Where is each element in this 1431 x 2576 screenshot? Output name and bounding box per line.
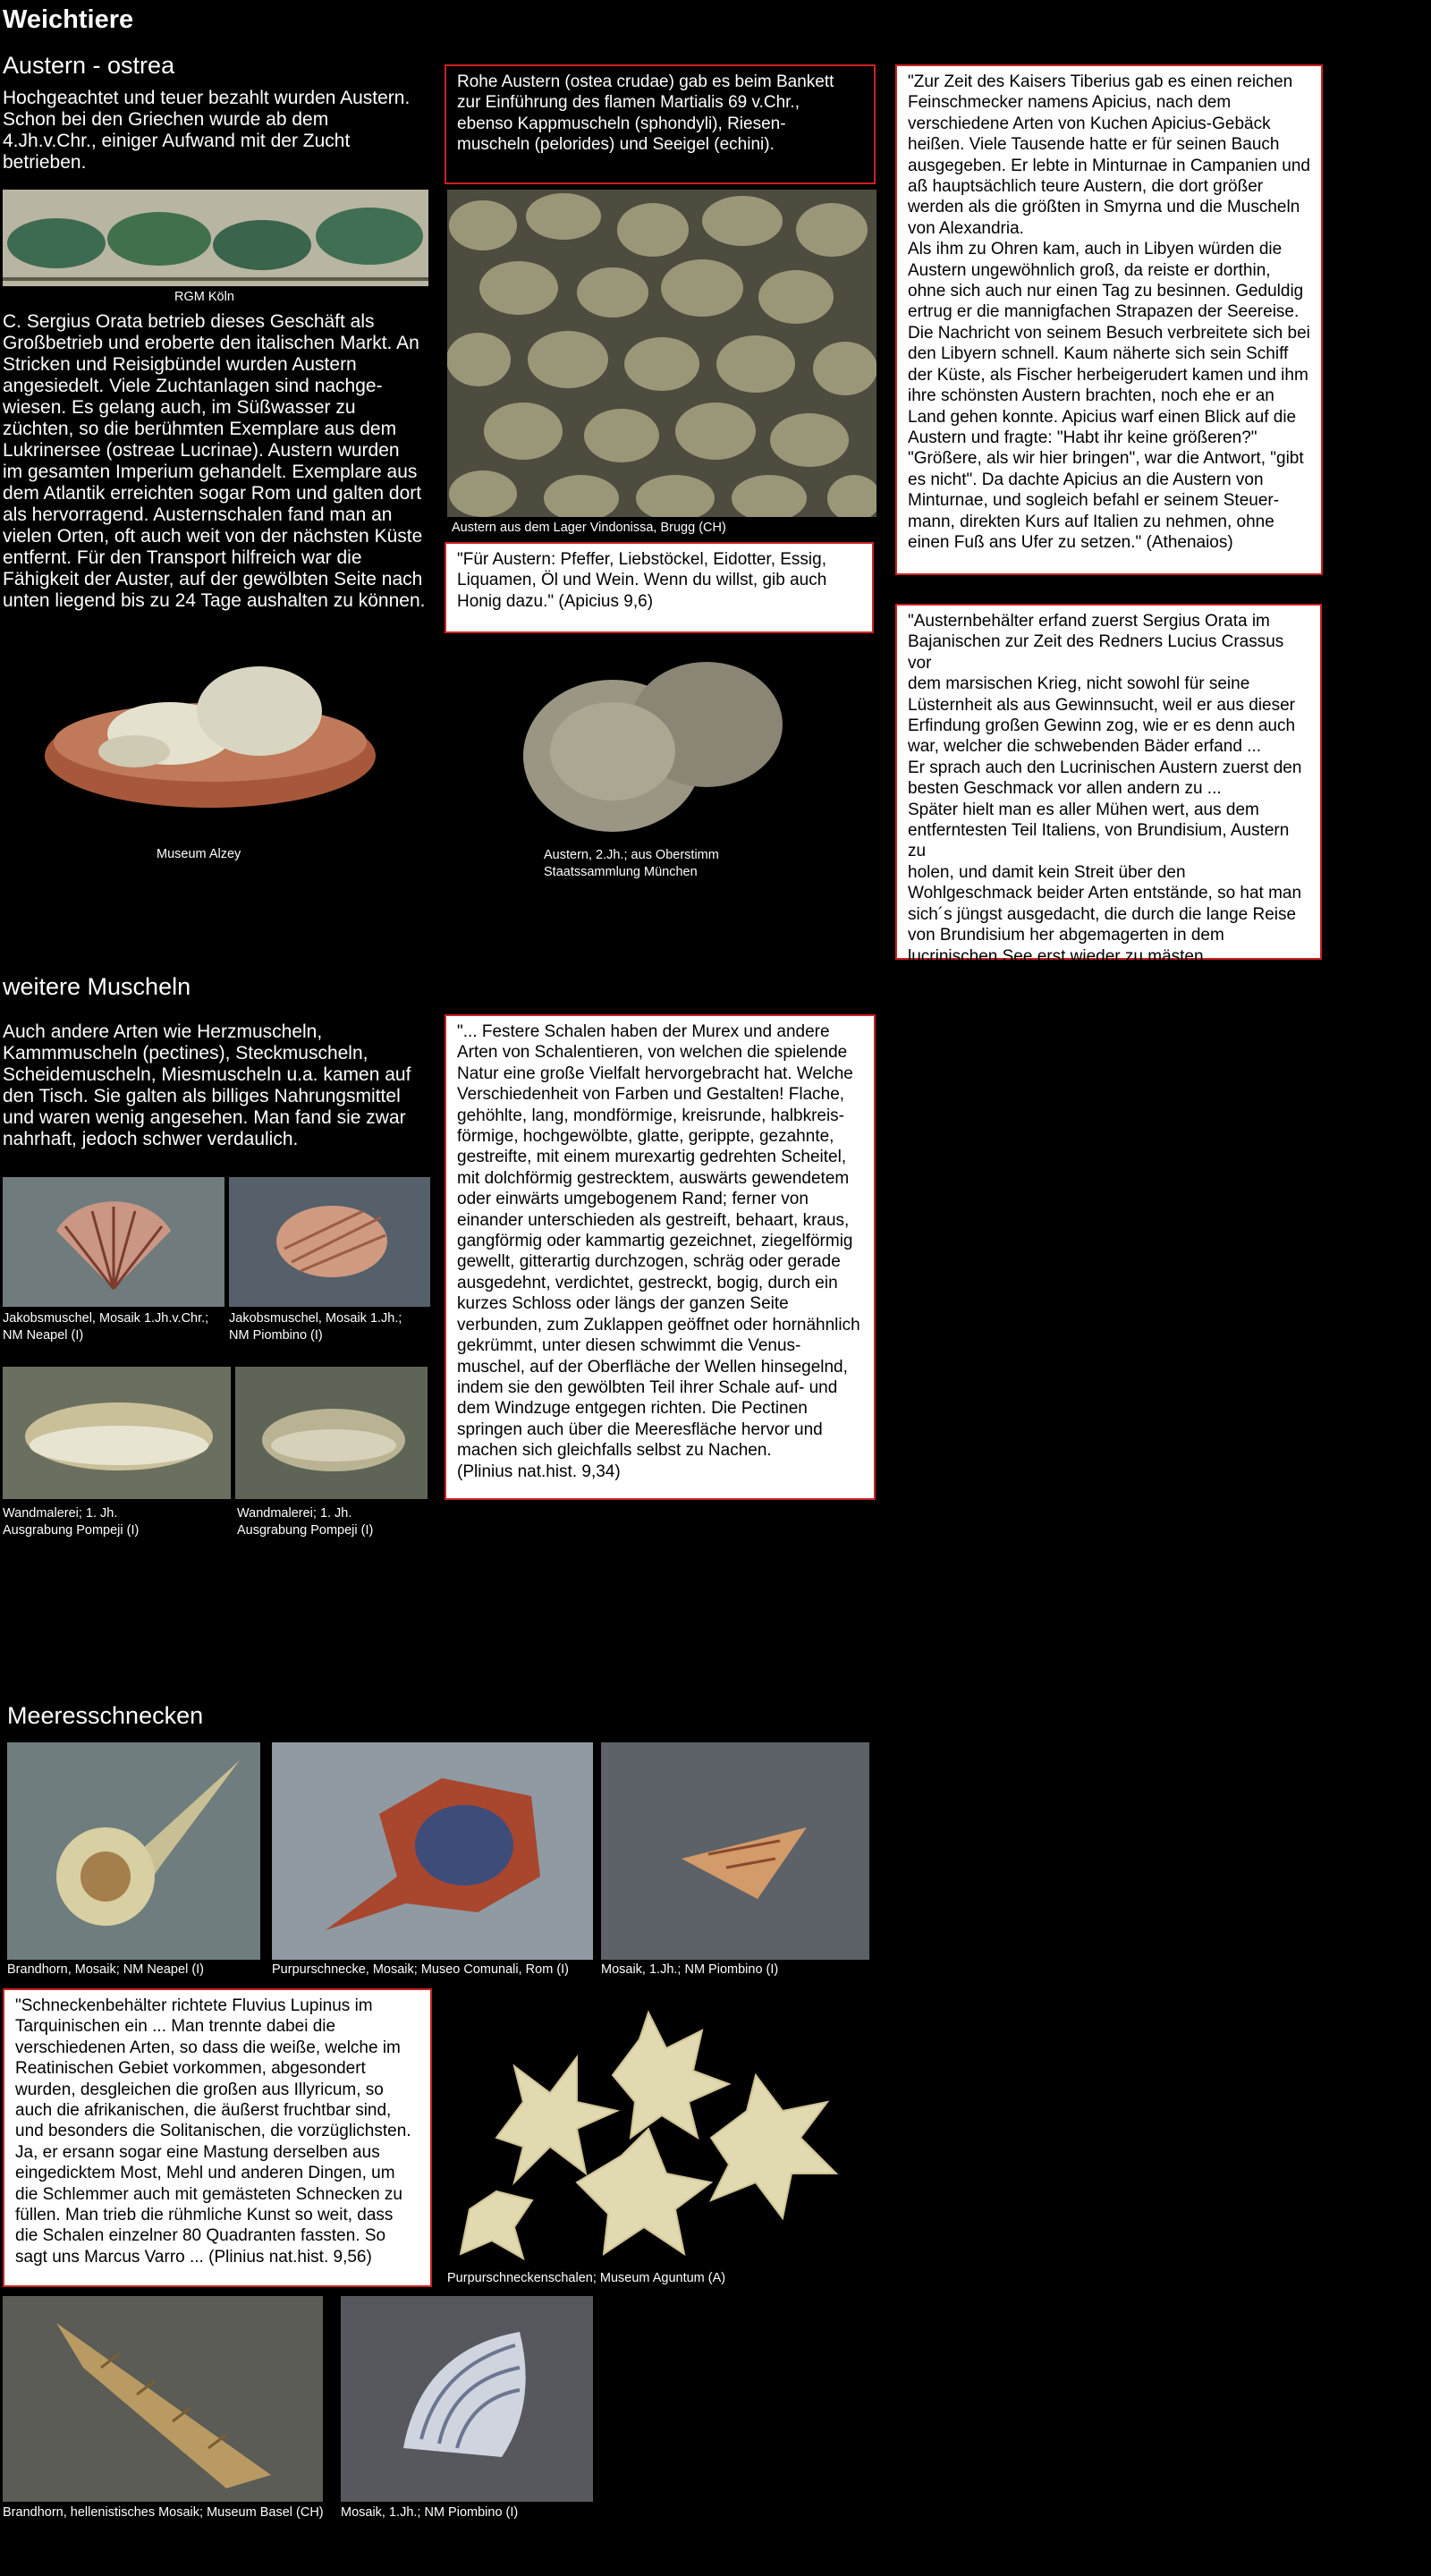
page-title: Weichtiere bbox=[3, 5, 134, 34]
quote-plinius-schnecken: "Schneckenbehälter richtete Fluvius Lupinus im Tarquinischen ein ... Man trennte dabei die verschiedenen Arten, so dass die weiße, welche im Reatinischen Gebiet vorkommen, abgesondert wurden, desgleichen die großen aus Illyricum, so auch die afrikanischen, die äußerst fruchtbar sind, und besonders die Solitanischen, die vorzüglichsten. Ja, er ersann sogar eine Mastung derselben aus eingedicktem Most, Mehl und anderen Dingen, um die Schlemmer auch mit gemästeten Schnecken zu füllen. Man trieb die rühmliche Kunst so weit, dass die Schalen einzelner 80 Quadranten fassten. So sagt uns Marcus Varro ... (Plinius nat.hist. 9,56) bbox=[3, 1988, 432, 2287]
mussel-painting-1-image bbox=[3, 1367, 231, 1499]
caption-aguntum: Purpurschneckenschalen; Museum Aguntum (A) bbox=[447, 2271, 726, 2285]
scallop-mosaic-piombino-image bbox=[229, 1177, 430, 1307]
oyster-mosaic-image bbox=[3, 190, 428, 286]
quote-banquet: Rohe Austern (ostea crudae) gab es beim Bankett zur Einführung des flamen Martialis 69 v.Chr., ebenso Kappmuscheln (sphondyli), Riesen- muscheln (pelorides) und Seeigel (echini). bbox=[445, 64, 876, 184]
brandhorn-mosaic-neapel-image bbox=[7, 1742, 260, 1960]
caption-wandmalerei-1: Wandmalerei; 1. Jh. Ausgrabung Pompeji (I) bbox=[3, 1506, 140, 1538]
caption-wandmalerei-2: Wandmalerei; 1. Jh. Ausgrabung Pompeji (I) bbox=[237, 1506, 374, 1538]
caption-mosaik-piombino-2: Mosaik, 1.Jh.; NM Piombino (I) bbox=[341, 2505, 519, 2520]
purpurschnecke-mosaic-rom-image bbox=[272, 1742, 593, 1960]
section-heading-austern: Austern - ostrea bbox=[3, 52, 175, 79]
snail-mosaic-piombino-2-image bbox=[341, 2296, 593, 2502]
section-heading-schnecken: Meeresschnecken bbox=[7, 1702, 204, 1729]
quote-athenaios: "Zur Zeit des Kaisers Tiberius gab es einen reichen Feinschmecker namens Apicius, nach dem verschiedene Arten von Kuchen Apicius-Gebäck heißen. Viele Tausende hatte er für seinen Bauch ausgegeben. Er lebte in Minturnae in Campanien und aß hauptsächlich teure Austern, die dort größer werden als die größten in Smyrna und die Muscheln von Alexandria. Als ihm zu Ohren kam, auch in Libyen würden die Austern ungewöhnlich groß, da reiste er dorthin, ohne sich auch nur einen Tag zu besinnen. Geduldig ertrug er die mannigfachen Strapazen der Seereise. Die Nachricht von seinem Besuch verbreitete sich bei den Libyern schnell. Kaum näherte sich sein Schiff der Küste, als Fischer herbeigerudert kamen und ihm ihre schönsten Austern brachten, noch ehe er an Land gehen konnte. Apicius warf einen Blick auf die Austern und fragte: "Habt ihr keine größeren?" "Größere, als wir hier bringen", war die Antwort, "gibt es nicht". Da dachte Apicius an die Austern von Minturnae, und sogleich befahl er seinem Steuer- mann, direkten Kurs auf Italien zu nehmen, ohne einen Fuß ans Ufer zu setzen." (Athenaios) bbox=[895, 64, 1323, 575]
oyster-bowl-image bbox=[36, 653, 385, 814]
quote-apicius: "Für Austern: Pfeffer, Liebstöckel, Eidotter, Essig, Liquamen, Öl und Wein. Wenn du willst, gib auch Honig dazu." (Apicius 9,6) bbox=[445, 542, 874, 633]
caption-jakobsmuschel-neapel: Jakobsmuschel, Mosaik 1.Jh.v.Chr.; NM Neapel (I) bbox=[3, 1311, 209, 1343]
caption-purpurschnecke-rom: Purpurschnecke, Mosaik; Museo Comunali, Rom (I) bbox=[272, 1962, 570, 1977]
caption-brandhorn-neapel: Brandhorn, Mosaik; NM Neapel (I) bbox=[7, 1962, 204, 1977]
quote-plinius-muscheln: "... Festere Schalen haben der Murex und andere Arten von Schalentieren, von welchen die spielende Natur eine große Vielfalt hervorgebracht hat. Welche Verschiedenheit von Farben und Gestalten! Flache, gehöhlte, lang, mondförmige, kreisrunde, halbkreis- förmige, hochgewölbte, glatte, gerippte, gezahnte, gestreifte, mit einem murexartig gedrehten Scheitel, mit dolchförmig gestrecktem, auswärts gewendetem oder einwärts umgebogenem Rand; ferner von einander unterschieden als gestreift, behaart, kraus, gangförmig oder kammartig gezeichnet, ziegelförmig gewellt, gitterartig durchzogen, schräg oder gerade ausgedehnt, verdichtet, gestreckt, bogig, durch ein kurzes Schloss oder längs der ganzen Seite verbunden, zum Zuklappen geöffnet oder hornähnlich gekrümmt, unter diesen schwimmt die Venus- muschel, auf der Oberfläche der Wellen hinsegelnd, indem sie den gewölbten Teil ihrer Schale auf- und dem Windzuge entgegen richten. Die Pectinen springen auch über die Meeresfläche hervor und machen sich gleichfalls selbst zu Nachen. (Plinius nat.hist. 9,34) bbox=[445, 1014, 876, 1500]
brandhorn-mosaic-basel-image bbox=[3, 2296, 323, 2502]
scallop-mosaic-neapel-image bbox=[3, 1177, 224, 1307]
mussel-painting-2-image bbox=[235, 1367, 428, 1499]
caption-brandhorn-basel: Brandhorn, hellenistisches Mosaik; Museum Basel (CH) bbox=[3, 2505, 324, 2520]
caption-mosaic-koeln: RGM Köln bbox=[174, 290, 234, 304]
section-heading-muscheln: weitere Muscheln bbox=[3, 973, 191, 1000]
caption-jakobsmuschel-piombino: Jakobsmuschel, Mosaik 1.Jh.; NM Piombino (I) bbox=[229, 1311, 402, 1343]
caption-museum-alzey: Museum Alzey bbox=[157, 847, 241, 861]
purpurschnecken-shells-image bbox=[443, 2004, 859, 2267]
quote-plinius-austern: "Austernbehälter erfand zuerst Sergius Orata im Bajanischen zur Zeit des Redners Lucius Crassus vor dem marsischen Krieg, nicht sowohl für seine Lüsternheit als aus Gewinnsucht, weil er aus dieser Erfindung großen Gewinn zog, wie er es denn auch war, welcher die schwebenden Bäder erfand ... Er sprach auch den Lucrinischen Austern zuerst den besten Geschmack vor allen andern zu ... Später hielt man es aller Mühen wert, aus dem entferntesten Teil Italiens, von Brundisium, Austern zu holen, und damit kein Streit über den Wohlgeschmack beider Arten entstände, so hat man sich´s jüngst ausgedacht, die durch die lange Reise von Brundisium her abgemagerten in dem lucrinischen See erst wieder zu mästen. (Plinius nat.hist. 9.54) bbox=[895, 604, 1322, 960]
austern-body: C. Sergius Orata betrieb dieses Geschäft als Großbetrieb und eroberte den italischen Markt. An Stricken und Reisigbündel wurden Austern angesiedelt. Viele Zuchtanlagen sind nachge- wiesen. Es gelang auch, im Süßwasser zu züchten, so die berühmten Exemplare aus dem Lukrinersee (ostreae Lucrinae). Austern wurden im gesamten Imperium gehandelt. Exemplare aus dem Atlantik erreichten sogar Rom und galten dort als hervorragend. Austernschalen fand man an vielen Orten, oft auch weit von der nächsten Küste entfernt. Für den Transport hilfreich war die Fähigkeit der Auster, auf der gewölbten Seite nach unten liegend bis zu 24 Tage aushalten zu können. bbox=[3, 311, 426, 611]
caption-oberstimm: Austern, 2.Jh.; aus Oberstimm Staatssammlung München bbox=[544, 848, 719, 879]
snail-mosaic-piombino-image bbox=[601, 1742, 869, 1960]
austern-intro: Hochgeachtet und teuer bezahlt wurden Austern. Schon bei den Griechen wurde ab dem 4.Jh.v.Chr., einiger Aufwand mit der Zucht betrieben. bbox=[3, 88, 411, 173]
oyster-fossil-image bbox=[514, 648, 792, 836]
caption-mosaik-piombino-1: Mosaik, 1.Jh.; NM Piombino (I) bbox=[601, 1962, 779, 1977]
caption-vindonissa: Austern aus dem Lager Vindonissa, Brugg (CH) bbox=[452, 521, 726, 535]
oyster-heap-image bbox=[447, 190, 876, 517]
muscheln-intro: Auch andere Arten wie Herzmuscheln, Kammmuscheln (pectines), Steckmuscheln, Scheidemuscheln, Miesmuscheln u.a. kamen auf den Tisch. Sie galten als billiges Nahrungsmittel und waren wenig angesehen. Man fand sie zwar nahrhaft, jedoch schwer verdaulich. bbox=[3, 1021, 411, 1149]
